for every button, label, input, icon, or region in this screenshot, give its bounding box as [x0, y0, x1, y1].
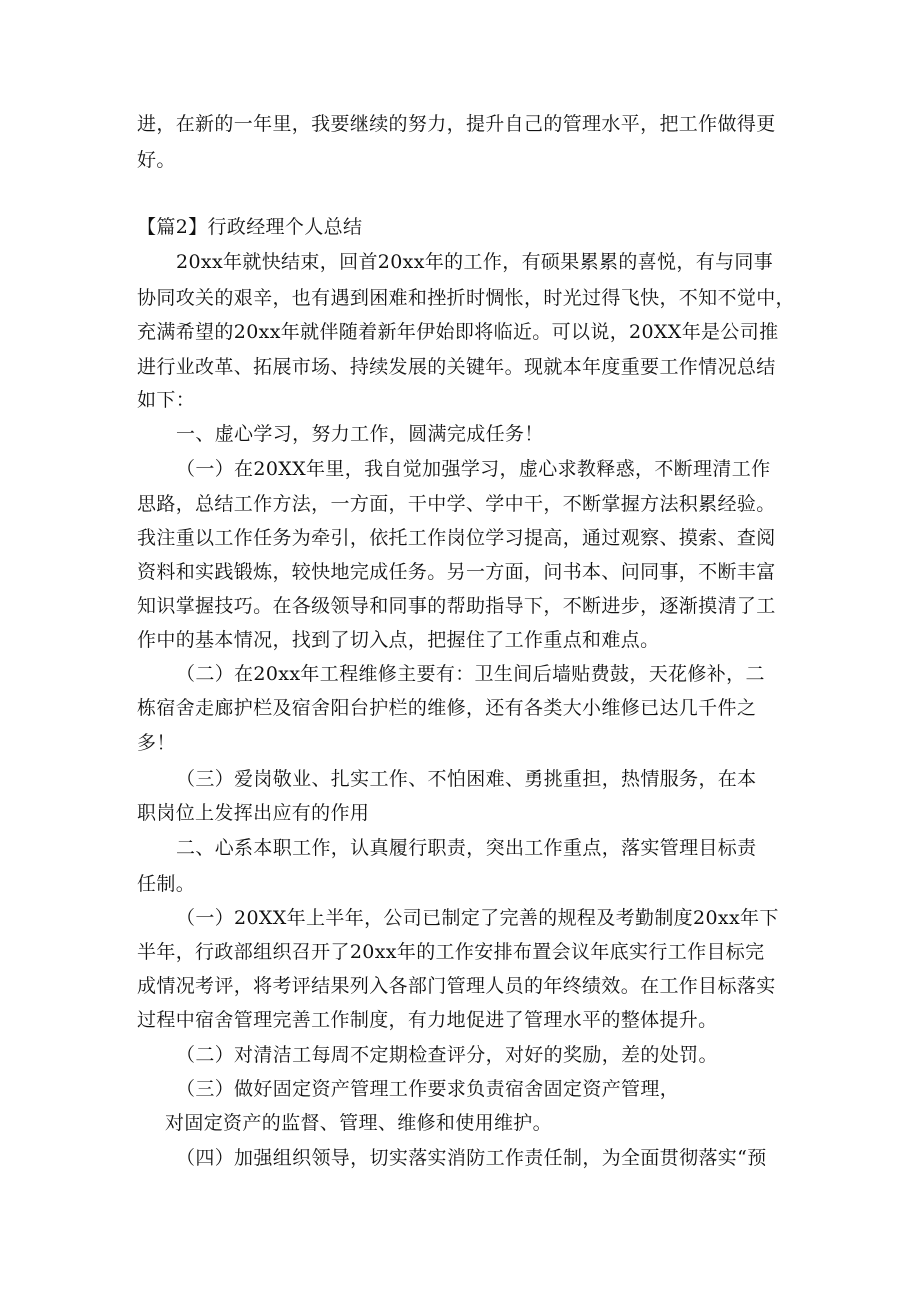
part2-heading-line-1: 二、心系本职工作，认真履行职责，突出工作重点，落实管理目标责	[176, 837, 757, 859]
para1-line-5: 如下：	[137, 389, 196, 411]
part1-item1-line-3: 我注重以工作任务为牵引，依托工作岗位学习提高，通过观察、摸索、查阅	[137, 527, 776, 549]
part1-item1-line-6: 作中的基本情况，找到了切入点，把握住了工作重点和难点。	[137, 629, 660, 651]
part2-item1-line-2: 半年，行政部组织召开了20xx年的工作安排布置会议年底实行工作目标完	[137, 941, 765, 963]
part1-item1-line-4: 资料和实践锻炼，较快地完成任务。另一方面，问书本、问同事，不断丰富	[137, 561, 776, 583]
part2-item2: （二）对清洁工每周不定期检查评分，对好的奖励，差的处罚。	[176, 1044, 718, 1066]
part2-item1-line-4: 过程中宿舍管理完善工作制度，有力地促进了管理水平的整体提升。	[137, 1009, 718, 1031]
intro-line-2: 好。	[137, 149, 176, 171]
part1-item2-line-3: 多！	[137, 732, 176, 754]
part1-item3-line-2: 职岗位上发挥出应有的作用	[137, 802, 370, 824]
part1-item1-line-1: （一）在20XX年里，我自觉加强学习，虚心求教释惑，不断理清工作	[176, 458, 771, 480]
part2-item3-line-2: 对固定资产的监督、管理、维修和使用维护。	[165, 1112, 553, 1134]
part2-item3-line-1: （三）做好固定资产管理工作要求负责宿舍固定资产管理，	[176, 1078, 680, 1100]
part1-item2-line-2: 栋宿舍走廊护栏及宿舍阳台护栏的维修，还有各类大小维修已达几千件之	[137, 697, 757, 719]
part2-item4: （四）加强组织领导，切实落实消防工作责任制，为全面贯彻落实“预	[176, 1147, 767, 1169]
part1-item2-line-1: （二）在20xx年工程维修主要有：卫生间后墙贴费鼓，天花修补，二	[176, 663, 765, 685]
para1-line-4: 进行业改革、拓展市场、持续发展的关键年。现就本年度重要工作情况总结	[137, 356, 776, 378]
part2-heading-line-2: 任制。	[137, 873, 196, 895]
part1-item1-line-2: 思路，总结工作方法，一方面，干中学、学中干，不断掌握方法积累经验。	[137, 493, 776, 515]
section-heading: 【篇2】行政经理个人总结	[137, 216, 363, 238]
part2-item1-line-1: （一）20XX年上半年，公司已制定了完善的规程及考勤制度20xx年下	[176, 907, 779, 929]
para1-line-2: 协同攻关的艰辛，也有遇到困难和挫折时惆怅，时光过得飞快，不知不觉中，	[137, 287, 795, 309]
part1-heading: 一、虚心学习，努力工作，圆满完成任务！	[176, 423, 544, 445]
part1-item3-line-1: （三）爱岗敬业、扎实工作、不怕困难、勇挑重担，热情服务，在本	[176, 768, 757, 790]
para1-line-3: 充满希望的20xx年就伴随着新年伊始即将临近。可以说，20XX年是公司推	[137, 321, 779, 343]
part1-item1-line-5: 知识掌握技巧。在各级领导和同事的帮助指导下，不断进步，逐渐摸清了工	[137, 595, 776, 617]
para1-line-1: 20xx年就快结束，回首20xx年的工作，有硕果累累的喜悦，有与同事	[176, 251, 774, 273]
intro-line-1: 进，在新的一年里，我要继续的努力，提升自己的管理水平，把工作做得更	[137, 113, 776, 135]
part2-item1-line-3: 成情况考评，将考评结果列入各部门管理人员的年终绩效。在工作目标落实	[137, 975, 776, 997]
